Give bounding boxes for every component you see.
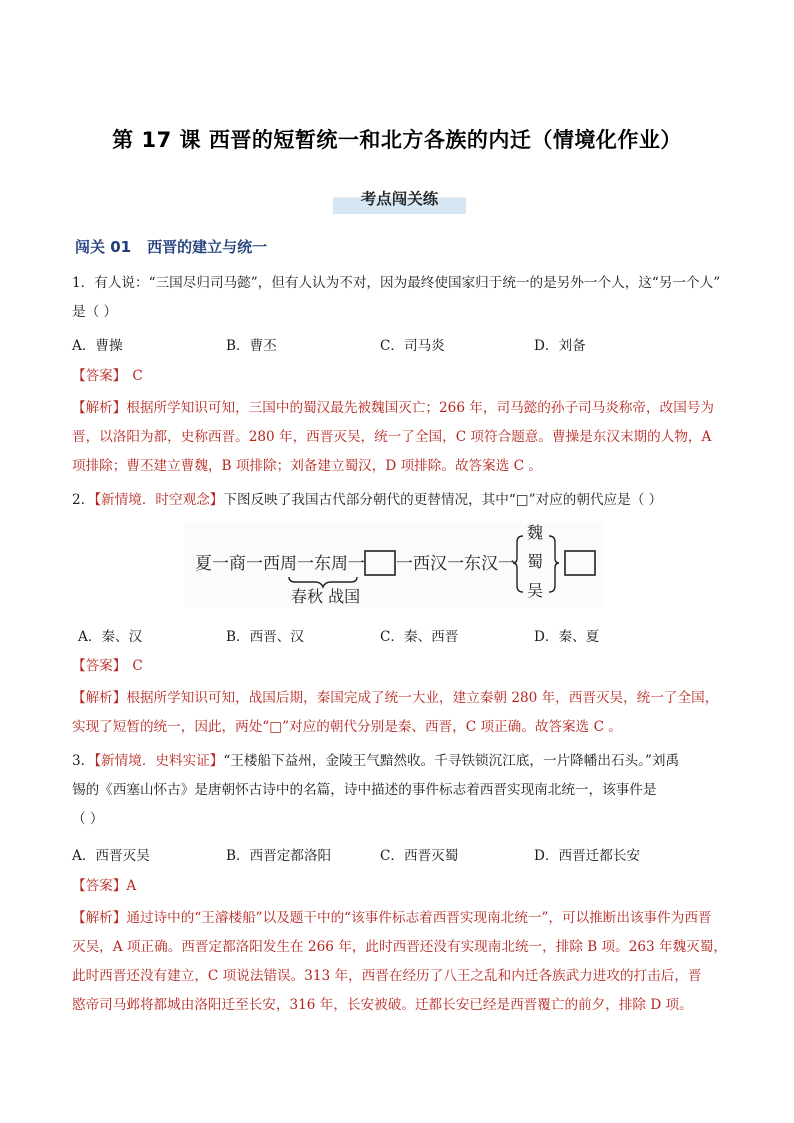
dynasty-diagram-svg [185, 522, 603, 607]
q1-answer [72, 366, 143, 386]
q2-option-b: B．西晋、汉 [226, 629, 304, 645]
diagram-chain-text: 夏一商一西周一东周一 [195, 554, 365, 574]
q3-option-d: D．西晋迁都长安 [534, 848, 641, 864]
q1-answer-value: C [132, 368, 143, 384]
q2-option-c: C．秦、西晋 [380, 629, 459, 645]
q1-option-a: A．曹操 [72, 338, 123, 354]
q1-analysis-line3: 项排除；曹丕建立曹魏，B 项排除；刘备建立蜀汉，D 项排除。故答案选 C 。 [72, 458, 542, 474]
q3-analysis-line1 [72, 908, 712, 928]
diagram-wei: 魏 [527, 523, 544, 542]
q2-analysis-line2: 实现了短暂的统一，因此，两处“□”对应的朝代分别是秦、西晋，C 项正确。故答案选 C 。 [72, 719, 622, 735]
analysis-tag: 【解析】 [72, 400, 127, 416]
gate-title: 西晋的建立与统一 [147, 238, 268, 256]
q2-answer-value: C [132, 658, 143, 674]
q3-stem-text1: “王楼船下益州，金陵王气黯然收。千寻铁锁沉江底，一片降幡出石头。”刘禹 [223, 753, 680, 769]
page-title: 第 17 课 西晋的短暂统一和北方各族的内迁（情境化作业） [112, 128, 682, 152]
q3-analysis-line2: 灭吴，A 项正确。西晋定都洛阳发生在 266 年，此时西晋还没有实现南北统一，排除 B 项。263 年魏灭蜀， [72, 939, 727, 955]
q3-analysis-line3: 此时西晋还没有建立，C 项说法错误。313 年，西晋在经历了八王之乱和内迁各族武力进攻的打击后，晋 [72, 968, 702, 984]
gate-number: 闯关 01 [75, 238, 132, 256]
diagram-wu: 吴 [527, 581, 544, 600]
q3-prefix: 3． [72, 753, 95, 769]
q2-option-a: A．秦、汉 [78, 629, 143, 645]
q2-tag: 【新情境．时空观念】 [94, 492, 224, 508]
q2-stem [72, 490, 662, 510]
q3-analysis-line4: 愍帝司马邺将都城由洛阳迁至长安，316 年，长安被破。迁都长安已经是西晋覆亡的前夕，排除 D 项。 [72, 997, 693, 1013]
q1-analysis-text1: 根据所学知识可知，三国中的蜀汉最先被魏国灭亡；266 年，司马懿的孙子司马炎称帝，改国号为 [126, 400, 714, 416]
answer-tag: 【答案】 [72, 368, 127, 384]
q1-stem-line1: 1．有人说：“三国尽归司马懿”，但有人认为不对，因为最终使国家归于统一的是另外一个人，这“另一个人” [72, 275, 721, 291]
analysis-tag: 【解析】 [72, 910, 127, 926]
gate-heading [75, 236, 267, 257]
q3-answer [72, 876, 136, 896]
q3-stem-line2: 锡的《西塞山怀古》是唐朝怀古诗中的名篇，诗中描述的事件标志着西晋实现南北统一，该事件是 [72, 782, 657, 798]
analysis-tag: 【解析】 [72, 690, 127, 706]
q3-option-c: C．西晋灭蜀 [380, 848, 459, 864]
q2-stem-text: 下图反映了我国古代部分朝代的更替情况，其中“□”对应的朝代应是（ ） [223, 492, 663, 508]
q3-option-a: A．西晋灭吴 [72, 848, 150, 864]
diagram-shu: 蜀 [527, 552, 544, 571]
q3-option-b: B．西晋定都洛阳 [226, 848, 332, 864]
q2-analysis-line1 [72, 688, 718, 708]
answer-tag: 【答案】 [72, 878, 127, 894]
q1-analysis-line2: 晋，以洛阳为都，史称西晋。280 年，西晋灭吴，统一了全国，C 项符合题意。曹操是东汉末期的人物，A [72, 429, 712, 445]
q1-option-b: B．曹丕 [226, 338, 277, 354]
q3-tag: 【新情境．史料实证】 [94, 753, 224, 769]
q2-prefix: 2． [72, 492, 95, 508]
q1-option-c: C．司马炎 [380, 338, 445, 354]
section-badge [333, 186, 466, 214]
q3-stem-line3: （ ） [72, 811, 104, 827]
q3-analysis-text1: 通过诗中的“王濬楼船”以及题干中的“该事件标志着西晋实现南北统一”，可以推断出该事件为西晋 [126, 910, 712, 926]
answer-tag: 【答案】 [72, 658, 127, 674]
q1-stem-line2: 是（ ） [72, 304, 118, 320]
section-title: 考点闯关练 [360, 190, 439, 208]
q1-analysis-line1 [72, 398, 714, 418]
q2-option-d: D．秦、夏 [534, 629, 600, 645]
q1-option-d: D．刘备 [534, 338, 586, 354]
dynasty-diagram [185, 522, 603, 607]
diagram-middle-text: 一西汉一东汉一 [396, 554, 515, 574]
q2-answer [72, 656, 143, 676]
diagram-sub-text: 春秋 战国 [291, 587, 361, 606]
q2-analysis-text1: 根据所学知识可知，战国后期，秦国完成了统一大业，建立秦朝 280 年，西晋灭吴，统一了全国， [126, 690, 719, 706]
q3-answer-value: A [126, 878, 137, 894]
q3-stem-line1 [72, 751, 679, 771]
